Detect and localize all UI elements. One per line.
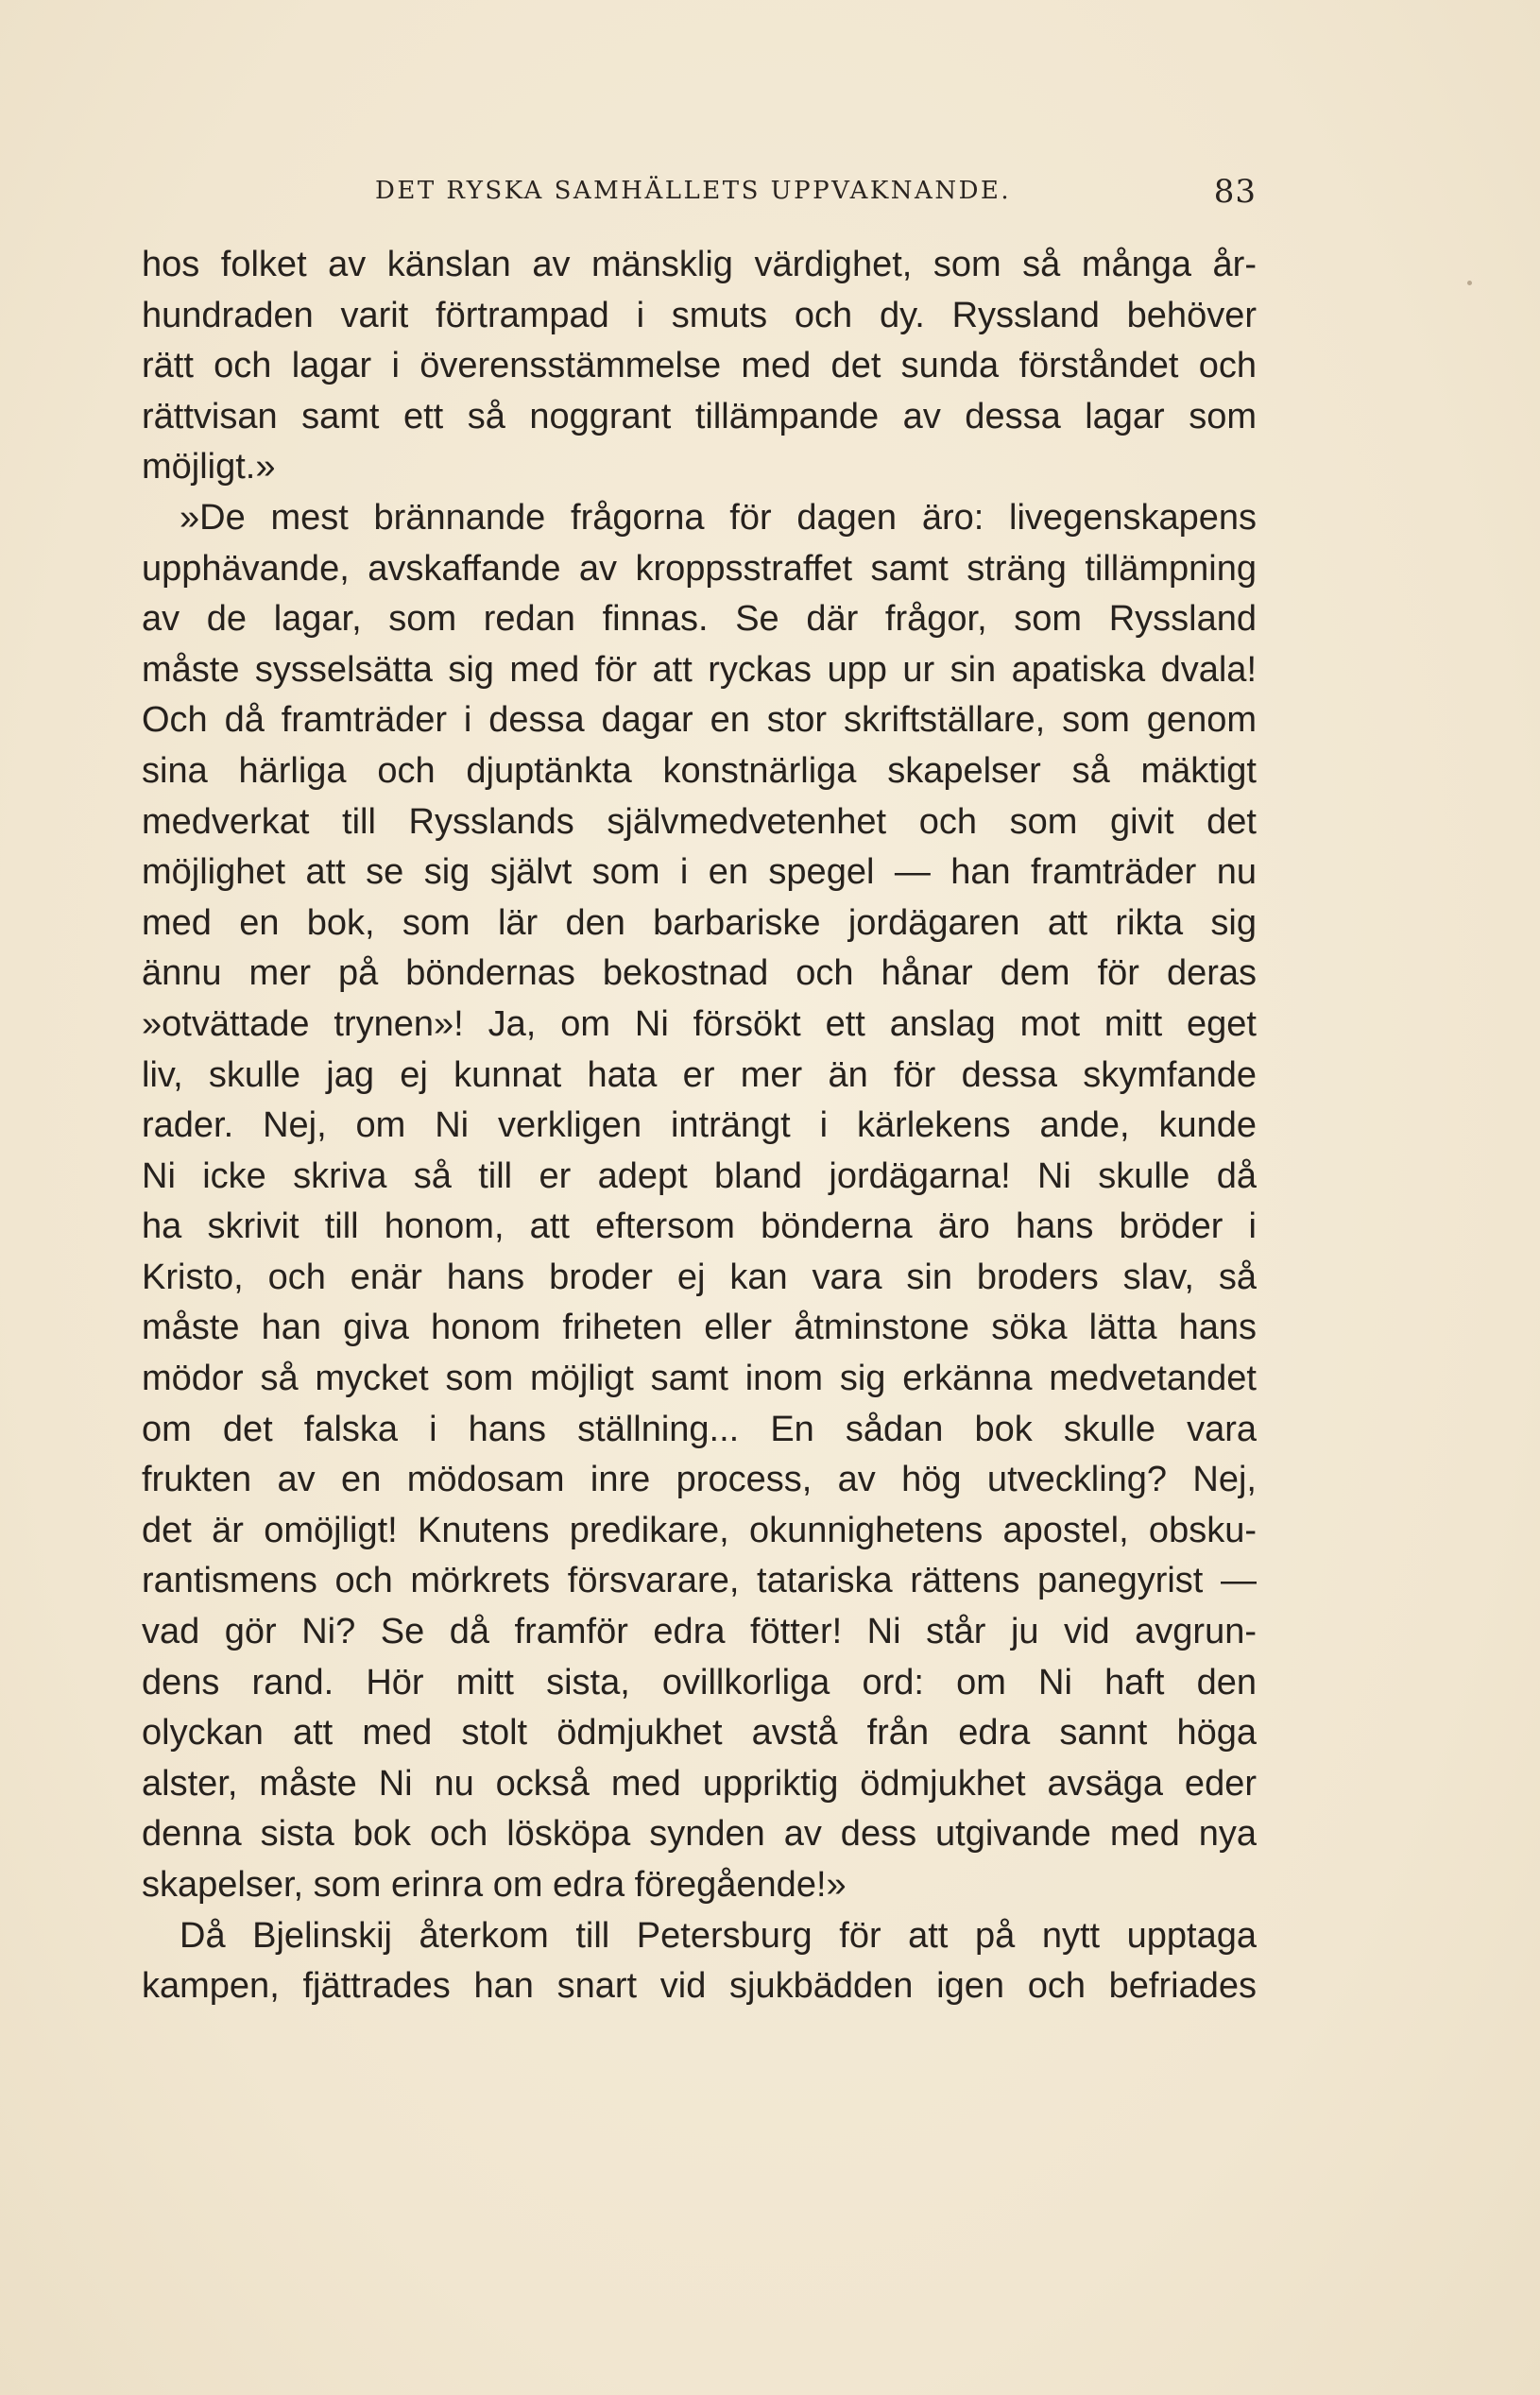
- text-line: dens rand. Hör mitt sista, ovillkorliga ord: om Ni haft den: [142, 1662, 1257, 1702]
- text-line: med en bok, som lär den barbariske jordägaren att rikta sig: [142, 902, 1257, 943]
- text-line: hundraden varit förtrampad i smuts och dy. Ryssland behöver: [142, 295, 1257, 335]
- text-line: Och då framträder i dessa dagar en stor skriftställare, som genom: [142, 700, 1257, 741]
- text-line: rantismens och mörkrets försvarare, tatariska rättens panegyrist —: [142, 1561, 1257, 1601]
- text-line: av de lagar, som redan finnas. Se där frågor, som Ryssland: [142, 599, 1257, 640]
- paper-speck: [1467, 281, 1472, 285]
- text-line: medverkat till Rysslands självmedvetenhet och som givit det: [142, 801, 1257, 842]
- text-line: alster, måste Ni nu också med uppriktig ödmjukhet avsäga eder: [142, 1763, 1257, 1804]
- text-line: Ni icke skriva så till er adept bland jordägarna! Ni skulle då: [142, 1155, 1257, 1196]
- text-line: måste han giva honom friheten eller åtminstone söka lätta hans: [142, 1308, 1257, 1348]
- text-line: mödor så mycket som möjligt samt inom sig erkänna medvetandet: [142, 1359, 1257, 1399]
- text-line: ännu mer på böndernas bekostnad och hånar dem för deras: [142, 953, 1257, 994]
- text-line: Då Bjelinskij återkom till Petersburg för att på nytt upptaga: [180, 1915, 1257, 1956]
- text-line: vad gör Ni? Se då framför edra fötter! Ni står ju vid avgrun-: [142, 1612, 1257, 1652]
- text-line: denna sista bok och lösköpa synden av dess utgivande med nya: [142, 1814, 1257, 1855]
- text-line: om det falska i hans ställning... En sådan bok skulle vara: [142, 1409, 1257, 1449]
- text-line: möjligt.»: [142, 447, 276, 488]
- text-line: upphävande, avskaffande av kroppsstraffet samt sträng tillämpning: [142, 548, 1257, 589]
- text-line: olyckan att med stolt ödmjukhet avstå från edra sannt höga: [142, 1713, 1257, 1753]
- text-line: frukten av en mödosam inre process, av hög utveckling? Nej,: [142, 1460, 1257, 1500]
- page-number: 83: [1213, 173, 1257, 211]
- text-line: »De mest brännande frågorna för dagen äro: livegenskapens: [180, 497, 1257, 538]
- text-line: kampen, fjättrades han snart vid sjukbädden igen och befriades: [142, 1966, 1257, 2007]
- running-head: DET RYSKA SAMHÄLLETS UPPVAKNANDE.: [375, 177, 1012, 205]
- body-text: [142, 240, 1257, 2012]
- text-line: rättvisan samt ett så noggrant tillämpande av dessa lagar som: [142, 396, 1257, 436]
- text-line: rätt och lagar i överensstämmelse med det sunda förståndet och: [142, 346, 1257, 386]
- text-line: möjlighet att se sig självt som i en spegel — han framträder nu: [142, 852, 1257, 893]
- page-header: [142, 173, 1257, 220]
- text-line: skapelser, som erinra om edra föregående!»: [142, 1865, 847, 1905]
- text-line: hos folket av känslan av mänsklig värdighet, som så många år-: [142, 245, 1257, 284]
- text-line: rader. Nej, om Ni verkligen inträngt i kärlekens ande, kunde: [142, 1105, 1257, 1146]
- text-line: liv, skulle jag ej kunnat hata er mer än för dessa skymfande: [142, 1054, 1257, 1095]
- text-line: måste sysselsätta sig med för att ryckas upp ur sin apatiska dvala!: [142, 649, 1257, 690]
- text-line: »otvättade trynen»! Ja, om Ni försökt ett anslag mot mitt eget: [142, 1003, 1257, 1044]
- text-line: Kristo, och enär hans broder ej kan vara sin broders slav, så: [142, 1257, 1257, 1297]
- text-line: ha skrivit till honom, att eftersom bönderna äro hans bröder i: [142, 1206, 1257, 1247]
- text-line: sina härliga och djuptänkta konstnärliga skapelser så mäktigt: [142, 750, 1257, 791]
- text-line: det är omöjligt! Knutens predikare, okunnighetens apostel, obsku-: [142, 1510, 1257, 1550]
